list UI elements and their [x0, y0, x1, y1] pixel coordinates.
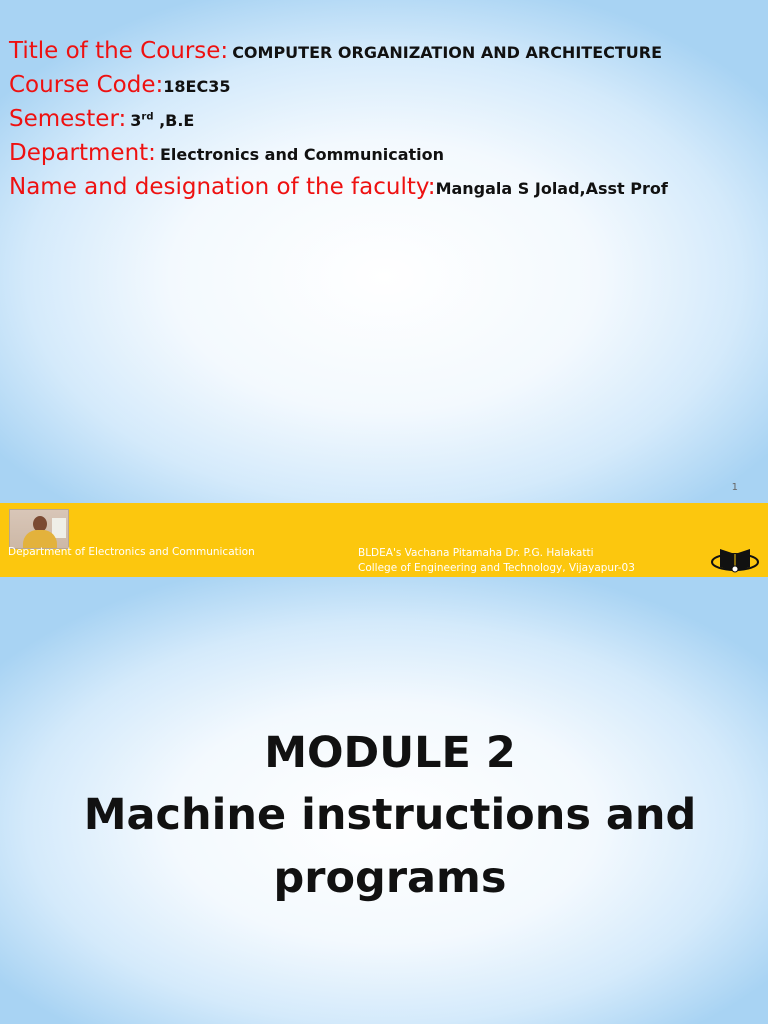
department-value: Electronics and Communication — [159, 145, 445, 164]
slide-module-title — [0, 577, 768, 1024]
module-title — [0, 722, 768, 909]
department-row — [9, 140, 668, 174]
semester-number: 3 — [130, 111, 142, 130]
semester-row — [9, 106, 668, 140]
department-label: Department: — [9, 140, 156, 166]
semester-ordinal: rd — [141, 111, 154, 123]
course-code-value: 18EC35 — [163, 77, 231, 96]
course-info-block — [9, 38, 668, 208]
course-title-value: COMPUTER ORGANIZATION AND ARCHITECTURE — [232, 43, 663, 62]
course-code-label: Course Code: — [9, 72, 164, 98]
semester-label: Semester: — [9, 106, 127, 132]
faculty-value: Mangala S Jolad,Asst Prof — [435, 179, 668, 198]
faculty-row — [9, 174, 668, 208]
slide-course-info — [0, 0, 768, 503]
module-topic-line1: Machine instructions and — [83, 790, 697, 841]
footer-department: Department of Electronics and Communication — [8, 546, 255, 558]
faculty-label: Name and designation of the faculty: — [9, 174, 436, 200]
faculty-photo — [9, 509, 69, 549]
course-code-row — [9, 72, 668, 106]
module-number: MODULE 2 — [264, 728, 516, 778]
footer-college-line1: BLDEA's Vachana Pitamaha Dr. P.G. Halakatti — [358, 547, 594, 559]
semester-degree: ,B.E — [153, 111, 195, 130]
course-title-row — [9, 38, 668, 72]
module-topic-line2: programs — [273, 852, 507, 903]
footer-college-line2: College of Engineering and Technology, Vijayapur-03 — [358, 562, 635, 574]
page-number: 1 — [731, 482, 738, 493]
semester-value — [130, 111, 194, 130]
course-title-label: Title of the Course: — [9, 38, 229, 64]
college-logo-icon — [710, 541, 760, 577]
footer-college — [358, 546, 635, 576]
footer-band — [0, 503, 768, 577]
